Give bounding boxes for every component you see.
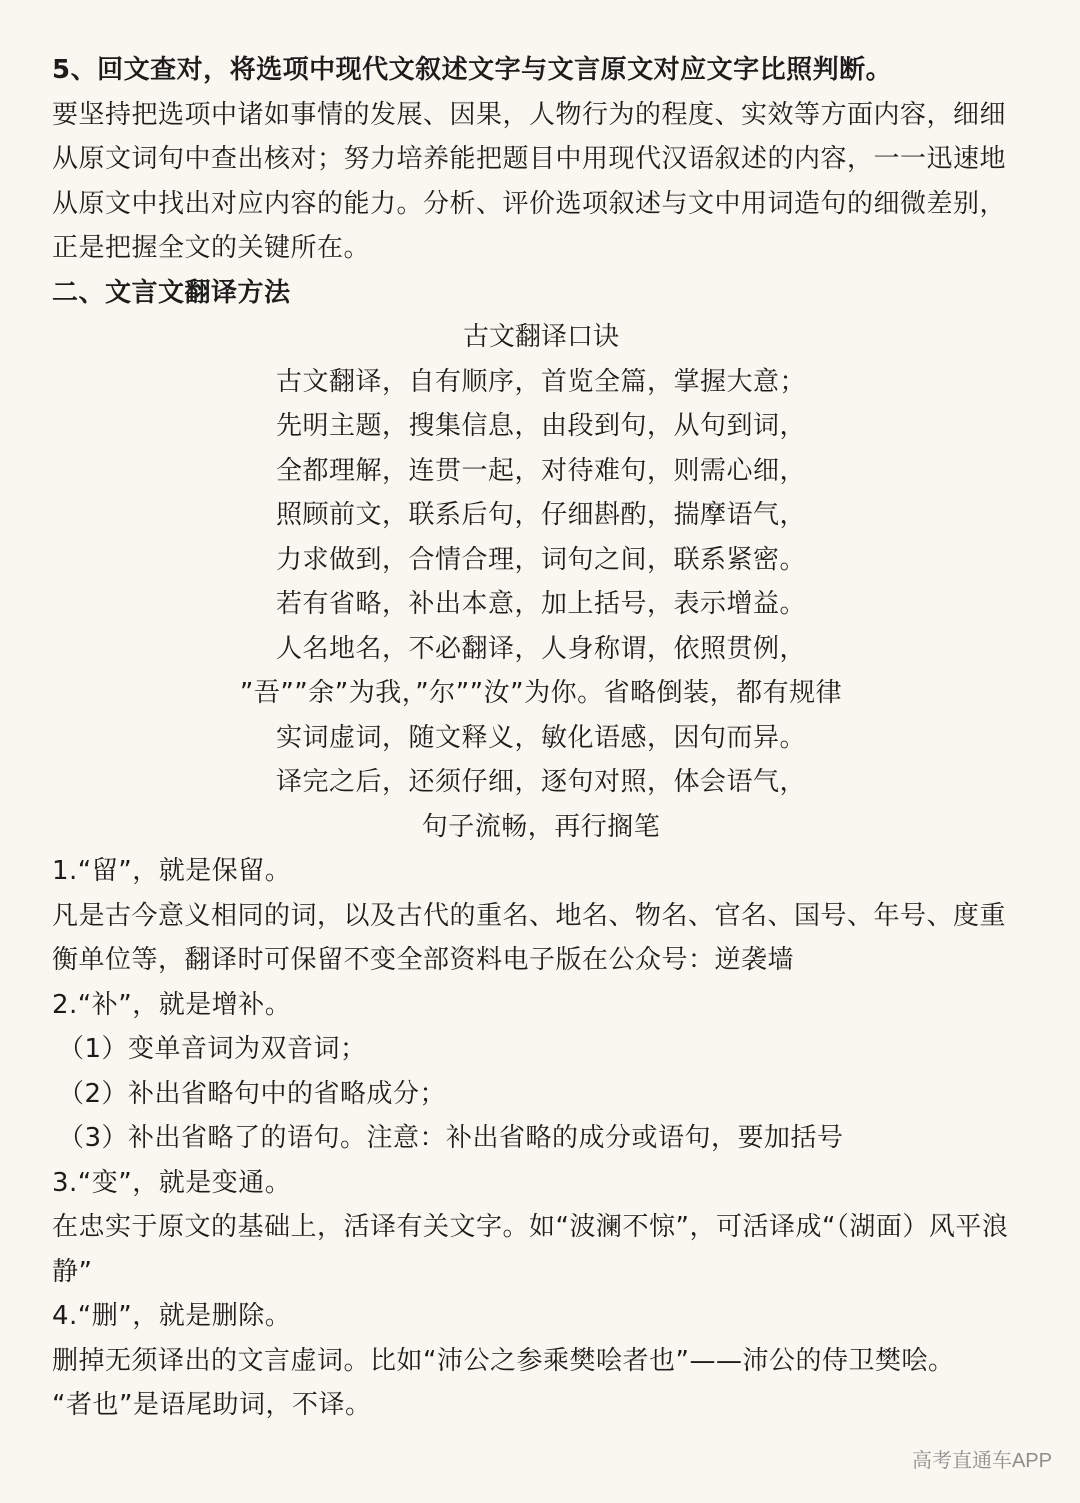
poem-line: 力求做到，合情合理，词句之间，联系紧密。 [275,544,806,575]
item-delete-note: “者也”是语尾助词，不译。 [52,1390,372,1420]
item-supplement-point-1: （1）变单音词为双音词； [58,1034,367,1064]
item-keep-body: 凡是古今意义相同的词，以及古代的重名、地名、物名、官名、国号、年号、度重衡单位等，翻译时可保留不变全部资料电子版在公众号：逆袭墙 [52,900,1007,975]
item-delete-body: 删掉无须译出的文言虚词。比如“沛公之参乘樊哙者也”——沛公的侍卫樊哙。 [52,1345,955,1376]
poem-title: 古文翻译口诀 [462,322,619,352]
item-supplement-point-2: （2）补出省略句中的省略成分； [58,1078,447,1109]
poem-line: 实词虚词，随文释义，敏化语感，因句而异。 [275,722,806,753]
poem-line: 若有省略，补出本意，加上括号，表示增益。 [275,589,806,619]
poem-line: 照顾前文，联系后句，仔细斟酌，揣摩语气， [275,500,806,530]
poem-line: 全都理解，连贯一起，对待难句，则需心细， [275,455,806,486]
watermark: 高考直通车APP [911,1450,1052,1472]
poem-line: 人名地名，不必翻译，人身称谓，依照贯例， [275,633,806,664]
item-supplement-point-3: （3）补出省略了的语句。注意：补出省略的成分或语句，要加括号 [58,1123,844,1153]
poem-line: 先明主题，搜集信息，由段到句，从句到词， [275,411,806,441]
poem-line: ”吾””余”为我，”尔””汝”为你。省略倒装，都有规律 [239,678,843,708]
item-keep-title: 1.“留”，就是保留。 [52,856,292,886]
item-delete-title: 4.“删”，就是删除。 [52,1301,292,1331]
section-5-body: 要坚持把选项中诸如事情的发展、因果，人物行为的程度、实效等方面内容，细细从原文词句中查出核对；努力培养能把题目中用现代汉语叙述的内容，一一迅速地从原文中找出对应内容的能力。分析、评价选项叙述与文中用词造句的细微差别，正是把握全文的关键所在。 [52,99,1007,263]
item-supplement-title: 2.“补”，就是增补。 [52,989,292,1020]
translation-methods-heading: 二、文言文翻译方法 [52,277,291,308]
item-adapt-body: 在忠实于原文的基础上，活译有关文字。如“波澜不惊”，可活译成“（湖面）风平浪静” [52,1212,1009,1287]
item-adapt-title: 3.“变”，就是变通。 [52,1167,292,1198]
poem-line: 古文翻译，自有顺序，首览全篇，掌握大意； [275,366,806,397]
poem-line: 译完之后，还须仔细，逐句对照，体会语气， [275,767,806,797]
poem-line: 句子流畅，再行搁笔 [421,811,661,842]
poem-lines [52,360,1030,850]
section-5-heading: 5、回文查对，将选项中现代文叙述文字与文言原文对应文字比照判断。 [52,55,893,85]
